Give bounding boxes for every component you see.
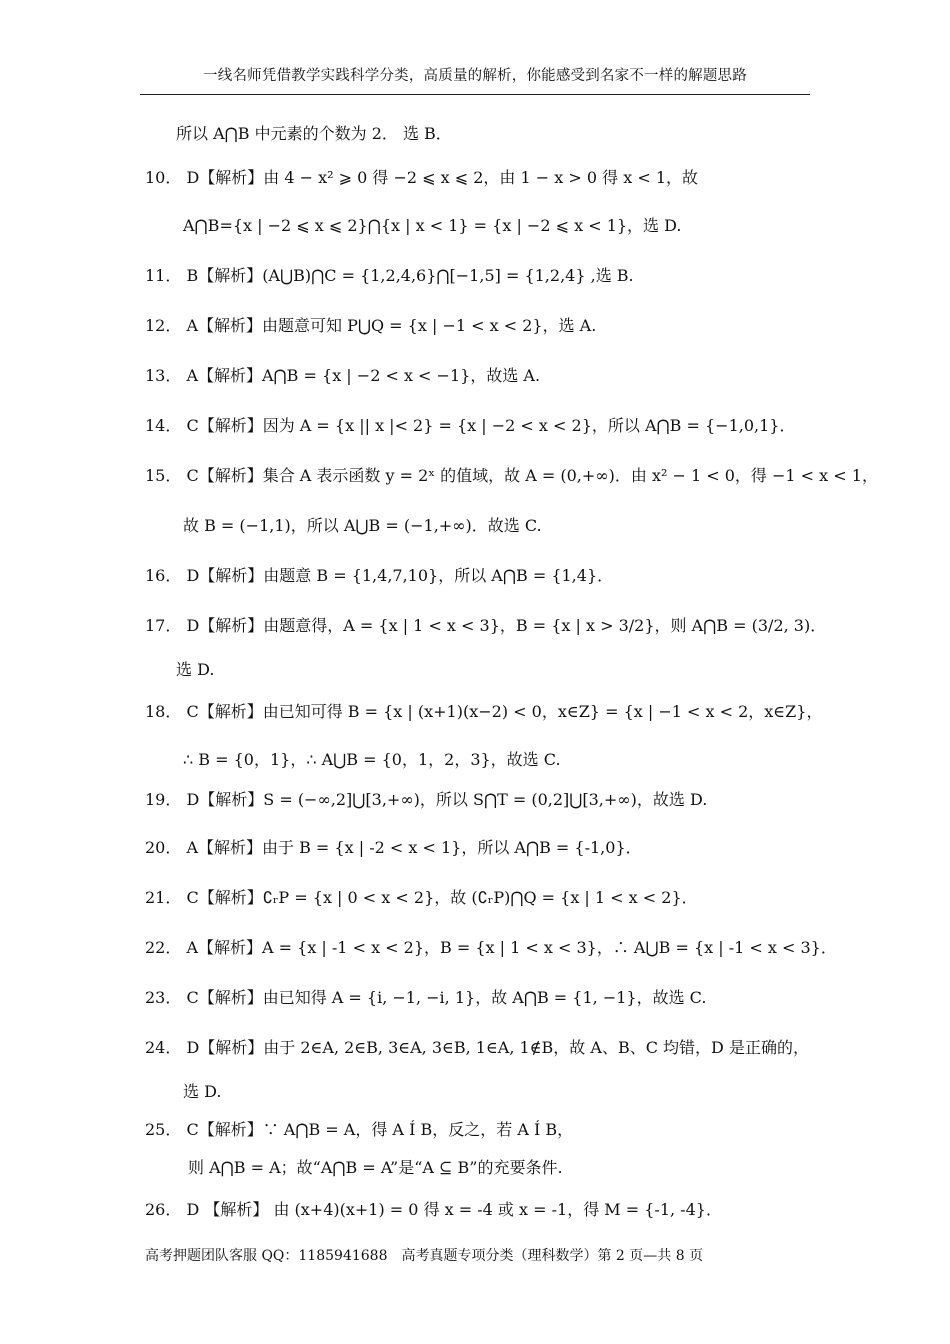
answer-15: 15． C【解析】集合 A 表示函数 y = 2ˣ 的值域，故 A = (0,+∞)．由 x² − 1 < 0，得 −1 < x < 1， — [145, 466, 878, 485]
text-line: ∴ B = {0，1}，∴ A⋃B = {0，1，2，3}，故选 C. — [183, 750, 561, 769]
answer-18: 18． C【解析】由已知可得 B = {x | (x+1)(x−2) < 0，x∈Z} = {x | −1 < x < 2，x∈Z}， — [145, 702, 823, 721]
answer-11: 11． B【解析】(A⋃B)⋂C = {1,2,4,6}⋂[−1,5] = {1,2,4} ,选 B. — [145, 266, 634, 285]
answer-13: 13． A【解析】A⋂B = {x | −2 < x < −1}，故选 A. — [145, 366, 541, 385]
answer-10: 10． D【解析】由 4 − x² ⩾ 0 得 −2 ⩽ x ⩽ 2，由 1 − x > 0 得 x < 1，故 — [145, 168, 699, 187]
answer-26: 26． D 【解析】 由 (x+4)(x+1) = 0 得 x = -4 或 x = -1，得 M = {-1, -4}． — [145, 1200, 722, 1219]
text-line: A⋂B={x | −2 ⩽ x ⩽ 2}⋂{x | x < 1} = {x | −2 ⩽ x < 1}，选 D. — [183, 216, 682, 235]
answer-12: 12． A【解析】由题意可知 P⋃Q = {x | −1 < x < 2}，选 A. — [145, 316, 597, 335]
answer-16: 16． D【解析】由题意 B = {1,4,7,10}，所以 A⋂B = {1,4}． — [145, 566, 614, 585]
header-rule — [140, 94, 810, 95]
text-line: 则 A⋂B = A；故“A⋂B = A”是“A ⊆ B”的充要条件. — [188, 1158, 563, 1177]
answer-22: 22． A【解析】A = {x | -1 < x < 2}，B = {x | 1 < x < 3}，∴ A⋃B = {x | -1 < x < 3}． — [145, 938, 837, 957]
answer-25: 25． C【解析】∵ A⋂B = A，得 A Í B，反之，若 A Í B， — [145, 1120, 574, 1139]
answer-20: 20． A【解析】由于 B = {x | -2 < x < 1}，所以 A⋂B = {-1,0}． — [145, 838, 642, 857]
text-line: 故 B = (−1,1)，所以 A⋃B = (−1,+∞)．故选 C. — [183, 516, 542, 535]
answer-23: 23． C【解析】由已知得 A = {i, −1, −i, 1}，故 A⋂B = {1, −1}，故选 C. — [145, 988, 707, 1007]
answer-19: 19． D【解析】S = (−∞,2]⋃[3,+∞)，所以 S⋂T = (0,2]⋃[3,+∞)，故选 D. — [145, 790, 708, 809]
page-footer: 高考押题团队客服 QQ：1185941688 高考真题专项分类（理科数学）第 2 页—共 8 页 — [145, 1248, 704, 1264]
answer-14: 14． C【解析】因为 A = {x || x |< 2} = {x | −2 < x < 2}，所以 A⋂B = {−1,0,1}． — [145, 416, 796, 435]
text-line: 选 D. — [183, 1082, 222, 1101]
answer-21: 21． C【解析】∁ᵣP = {x | 0 < x < 2}，故 (∁ᵣP)⋂Q = {x | 1 < x < 2}． — [145, 888, 698, 907]
text-line: 所以 A⋂B 中元素的个数为 2． 选 B． — [176, 124, 452, 143]
page-header: 一线名师凭借教学实践科学分类，高质量的解析，你能感受到名家不一样的解题思路 — [203, 68, 747, 84]
answer-17: 17． D【解析】由题意得，A = {x | 1 < x < 3}，B = {x | x > 3/2}，则 A⋂B = (3/2, 3)． — [145, 616, 827, 635]
answer-24: 24． D【解析】由于 2∈A, 2∈B, 3∈A, 3∈B, 1∈A, 1∉B，故 A、B、C 均错，D 是正确的， — [145, 1038, 809, 1057]
text-line: 选 D. — [176, 660, 215, 679]
